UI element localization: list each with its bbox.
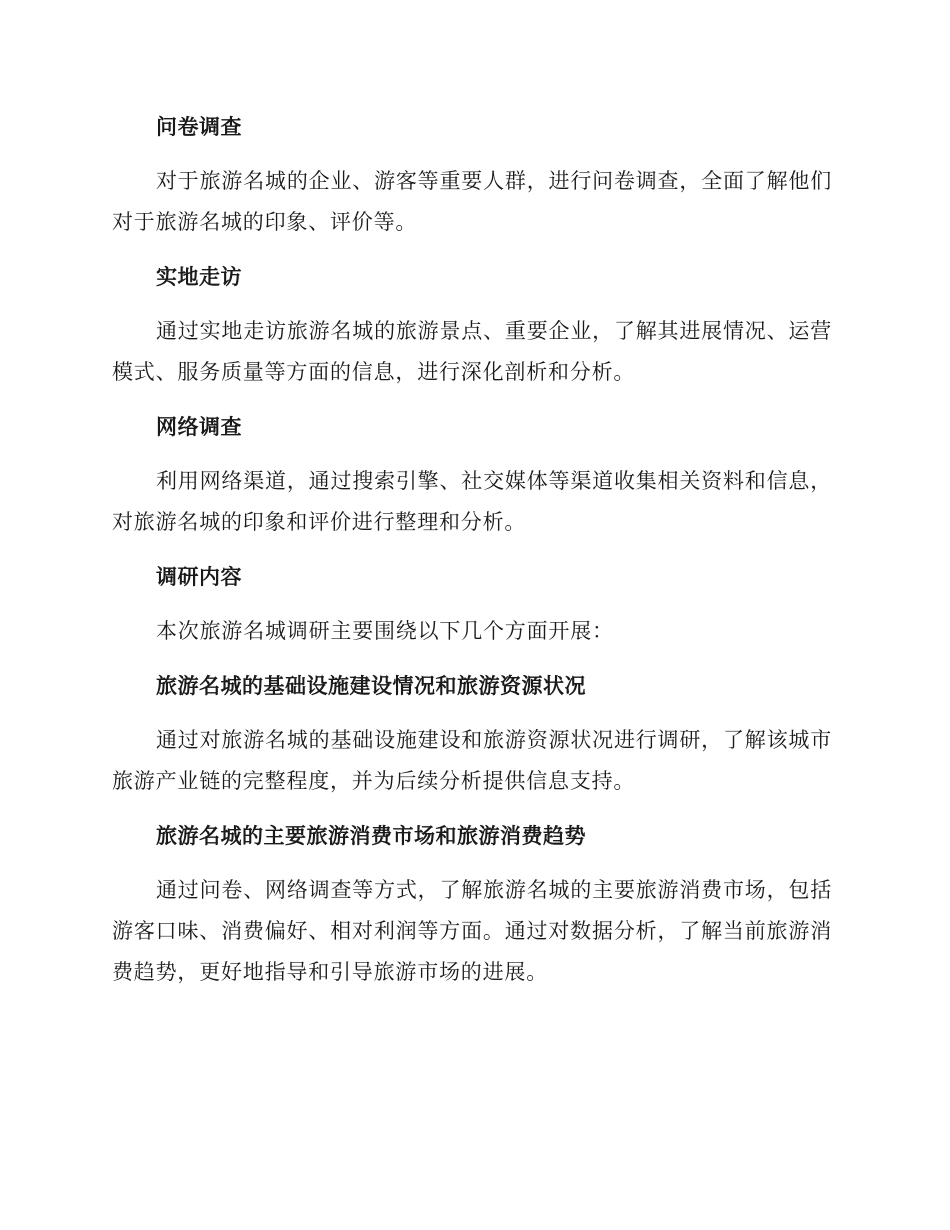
section-heading-consumer-market: 旅游名城的主要旅游消费市场和旅游消费趋势	[156, 824, 586, 848]
section-paragraph-research-content: 本次旅游名城调研主要围绕以下几个方面开展：	[156, 619, 614, 643]
section-paragraph-field-visit: 通过实地走访旅游名城的旅游景点、重要企业，了解其进展情况、运营模式、服务质量等方面的信息，进行深化剖析和分析。	[112, 319, 832, 384]
section-heading-field-visit: 实地走访	[156, 265, 242, 289]
section-heading-questionnaire: 问卷调查	[156, 115, 242, 139]
section-heading-infrastructure: 旅游名城的基础设施建设情况和旅游资源状况	[156, 674, 586, 698]
section-heading-research-content: 调研内容	[156, 565, 242, 589]
section-paragraph-consumer-market: 通过问卷、网络调查等方式，了解旅游名城的主要旅游消费市场，包括游客口味、消费偏好、相对利润等方面。通过对数据分析，了解当前旅游消费趋势，更好地指导和引导旅游市场的进展。	[112, 878, 832, 984]
section-paragraph-infrastructure: 通过对旅游名城的基础设施建设和旅游资源状况进行调研，了解该城市旅游产业链的完整程度，并为后续分析提供信息支持。	[112, 728, 832, 793]
section-paragraph-questionnaire: 对于旅游名城的企业、游客等重要人群，进行问卷调查，全面了解他们对于旅游名城的印象、评价等。	[112, 169, 832, 234]
section-paragraph-online-survey: 利用网络渠道，通过搜索引擎、社交媒体等渠道收集相关资料和信息，对旅游名城的印象和评价进行整理和分析。	[112, 469, 832, 534]
section-heading-online-survey: 网络调查	[156, 415, 242, 439]
document-body	[112, 110, 832, 1010]
